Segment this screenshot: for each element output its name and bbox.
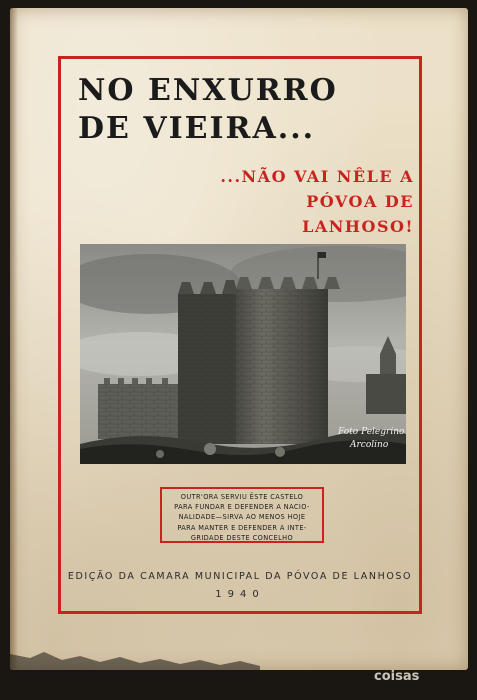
publication-year: 1940 — [215, 589, 265, 600]
cover-title-line-2: DE VIEIRA... — [78, 111, 316, 146]
cover-spine-shadow — [10, 8, 18, 670]
motto-line-4: PARA MANTER E DEFENDER A INTE- — [177, 523, 307, 532]
coisas-logo — [368, 666, 458, 684]
watermark-text: coisas — [374, 669, 420, 684]
torn-edge-decoration — [10, 648, 260, 674]
motto-line-2: PARA FUNDAR E DEFENDER A NACIO- — [174, 503, 310, 512]
motto-line-5: GRIDADE DESTE CONCELHO — [190, 533, 294, 542]
photo-credit-line-1: Foto Pelegrino — [338, 427, 405, 437]
motto-line-3: NALIDADE—SIRVA AO MENOS HOJE — [178, 513, 306, 522]
cover-title — [78, 72, 338, 148]
castle-photo-image — [80, 244, 406, 464]
motto-box — [160, 487, 324, 543]
motto-line-1: OUTR'ORA SERVIU ÊSTE CASTELO — [180, 493, 304, 501]
cover-subtitle-line-2: PÓVOA DE LANHOSO! — [302, 192, 414, 236]
coisas-logo-icon — [368, 666, 458, 684]
cover-subtitle-line-1: ...NÃO VAI NÊLE A — [220, 167, 414, 186]
cover-subtitle — [200, 164, 414, 239]
cover-title-line-1: NO ENXURRO — [78, 73, 338, 108]
publisher-line: EDIÇÃO DA CAMARA MUNICIPAL DA PÓVOA DE LANHOSO — [67, 571, 413, 582]
castle-photo — [80, 244, 406, 464]
photo-credit-line-2: Arcolino — [350, 440, 389, 450]
